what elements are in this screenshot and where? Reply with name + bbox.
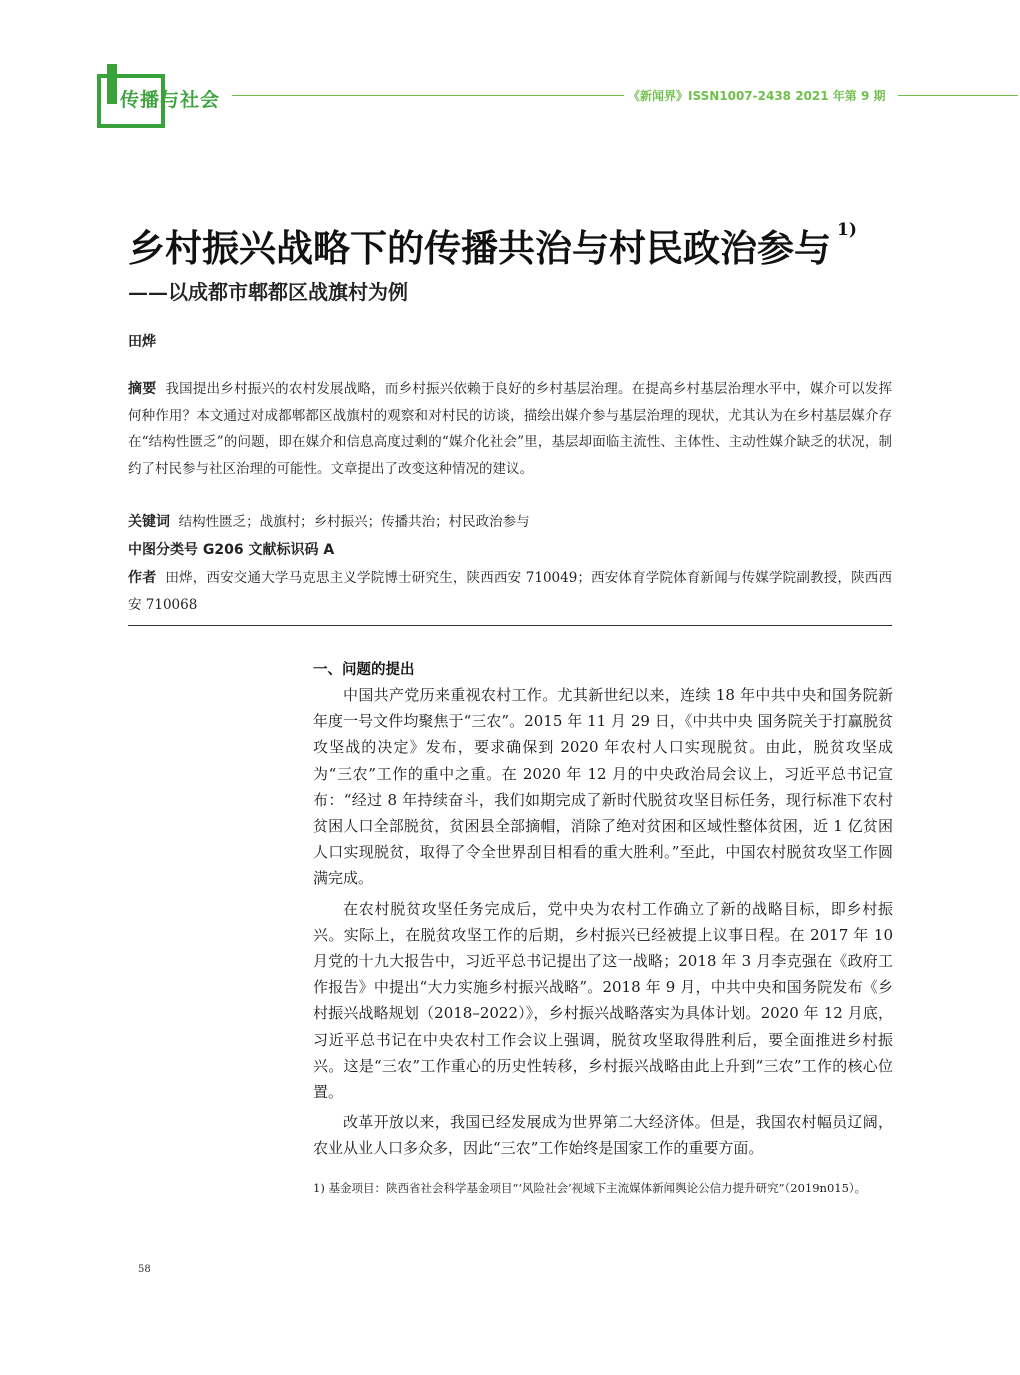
- abstract-label: 摘要: [128, 381, 157, 397]
- section-title: 传播与社会: [120, 89, 221, 111]
- keywords-label: 关键词: [128, 514, 170, 530]
- abstract-text: 我国提出乡村振兴的农村发展战略，而乡村振兴依赖于良好的乡村基层治理。在提高乡村基层治理水平中，媒介可以发挥何种作用？本文通过对成都郫都区战旗村的观察和对村民的访谈，描绘出媒介参与基层治理的现状，尤其认为在乡村基层媒介存在“结构性匮乏”的问题，即在媒介和信息高度过剩的“媒介化社会”里，基层却面临主流性、主体性、主动性媒介缺乏的状况，制约了村民参与社区治理的可能性。文章提出了改变这种情况的建议。: [128, 381, 893, 477]
- paragraph: 中国共产党历来重视农村工作。尤其新世纪以来，连续 18 年中共中央和国务院新年度一号文件均聚焦于“三农”。2015 年 11 月 29 日，《中共中央 国务院关于打赢脱贫攻坚战的决定》发布，要求确保到 2020 年农村人口实现脱贫。由此，脱贫攻坚成为“三农”工作的重中之重。在 2020 年 12 月的中央政治局会议上，习近平总书记宣布：“经过 8 年持续奋斗，我们如期完成了新时代脱贫攻坚目标任务，现行标准下农村贫困人口全部脱贫，贫困县全部摘帽，消除了绝对贫困和区域性整体贫困，近 1 亿贫困人口实现脱贫，取得了令全世界刮目相看的重大胜利。”至此，中国农村脱贫攻坚工作圆满完成。: [313, 686, 893, 888]
- page-number: 58: [138, 1264, 151, 1275]
- author-info: [128, 565, 892, 618]
- classification-line: 中图分类号 G206 文献标识码 A: [128, 542, 335, 558]
- author-info-text: 田烨，西安交通大学马克思主义学院博士研究生，陕西西安 710049；西安体育学院体育新闻与传媒学院副教授，陕西西安 710068: [128, 570, 893, 613]
- header-rule-right: [898, 95, 1018, 96]
- keywords: [128, 509, 892, 536]
- keywords-text: 结构性匮乏；战旗村；乡村振兴；传播共治；村民政治参与: [178, 514, 530, 530]
- body-text: [313, 682, 893, 1166]
- meta-separator: [128, 625, 892, 626]
- title-footnote-marker: 1): [837, 220, 857, 240]
- article-subtitle: ——以成都市郫都区战旗村为例: [128, 280, 408, 304]
- author-name: 田烨: [128, 334, 156, 350]
- paragraph: 在农村脱贫攻坚任务完成后，党中央为农村工作确立了新的战略目标，即乡村振兴。实际上，在脱贫攻坚工作的后期，乡村振兴已经被提上议事日程。在 2017 年 10 月党的十九大报告中，习近平总书记提出了这一战略；2018 年 3 月李克强在《政府工作报告》中提出“大力实施乡村振兴战略”。2018 年 9 月，中共中央和国务院发布《乡村振兴战略规划（2018–2022）》，乡村振兴战略落实为具体计划。2020 年 12 月底，习近平总书记在中央农村工作会议上强调，脱贫攻坚取得胜利后，要全面推进乡村振兴。这是“三农”工作重心的历史性转移，乡村振兴战略由此上升到“三农”工作的核心位置。: [313, 899, 893, 1102]
- author-info-label: 作者: [128, 570, 157, 586]
- journal-info: 《新闻界》ISSN1007-2438 2021 年第 9 期: [628, 89, 886, 103]
- title-text: 乡村振兴战略下的传播共治与村民政治参与: [128, 226, 831, 270]
- header-rule-left: [232, 95, 624, 96]
- footnote: 1) 基金项目：陕西省社会科学基金项目“‘风险社会’视域下主流媒体新闻舆论公信力提升研究”（2019n015）。: [313, 1181, 867, 1195]
- section-heading: 一、问题的提出: [313, 662, 415, 678]
- abstract: [128, 376, 892, 482]
- article-title: [128, 218, 857, 272]
- paragraph: 改革开放以来，我国已经发展成为世界第二大经济体。但是，我国农村幅员辽阔，农业从业人口多众多，因此“三农”工作始终是国家工作的重要方面。: [313, 1113, 893, 1158]
